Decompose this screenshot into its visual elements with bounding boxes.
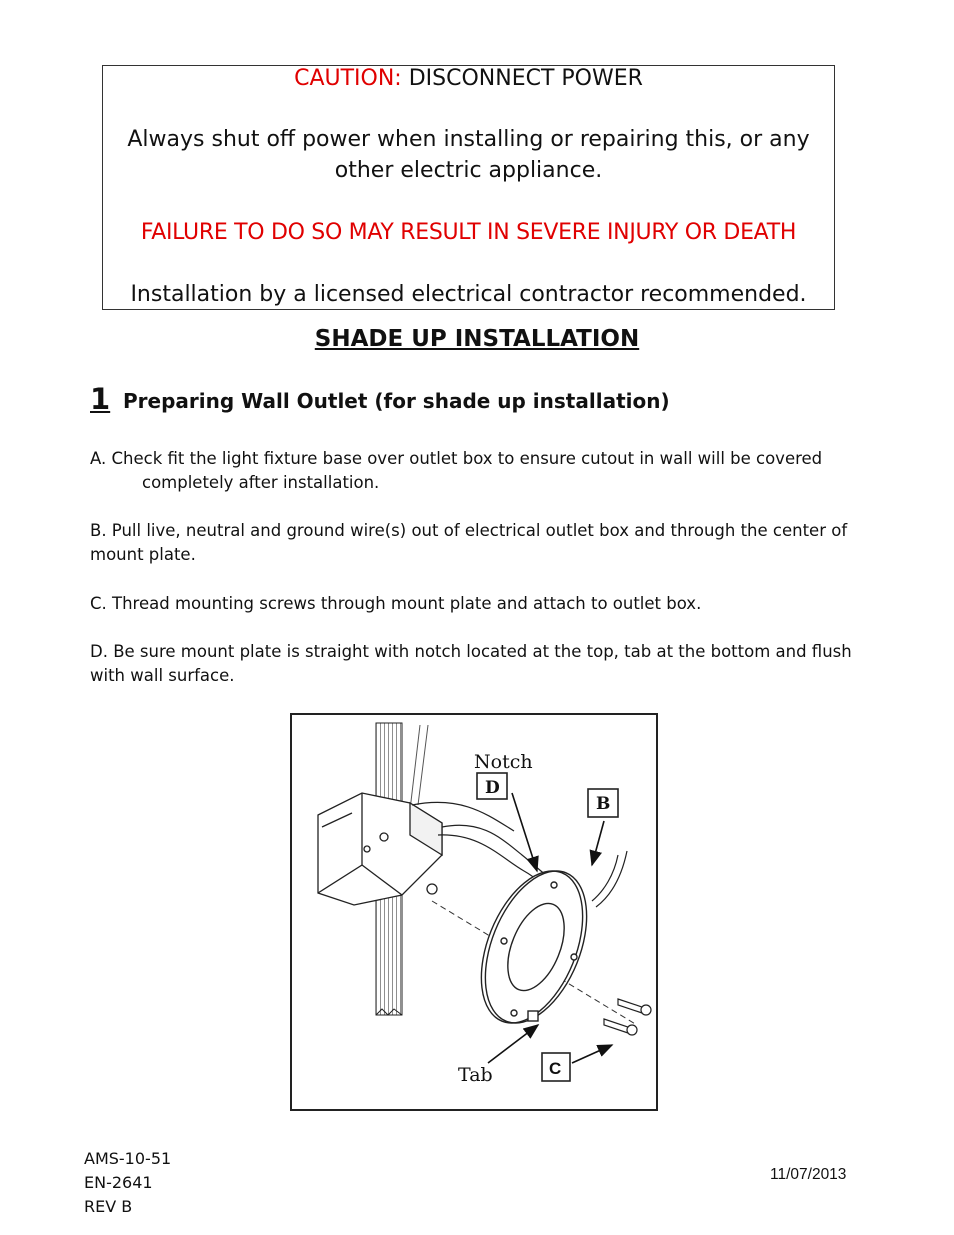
instruction-a-line2: completely after installation. <box>142 473 380 492</box>
caution-warning: FAILURE TO DO SO MAY RESULT IN SEVERE INJURY OR DEATH <box>140 220 797 245</box>
document-number: EN-2641 <box>84 1173 153 1192</box>
mounting-screws <box>604 999 651 1035</box>
caution-box <box>102 65 835 310</box>
instruction-b: B. Pull live, neutral and ground wire(s) out of electrical outlet box and through the center of mount plate. <box>90 521 848 564</box>
notch-arrow <box>512 793 537 871</box>
callout-b-label: B <box>596 794 611 814</box>
caution-body: Always shut off power when installing or repairing this, or any other electric appliance. <box>127 127 810 183</box>
mount-plate <box>461 856 607 1037</box>
caution-recommendation: Installation by a licensed electrical contractor recommended. <box>130 282 807 307</box>
step-title: Preparing Wall Outlet (for shade up installation) <box>123 389 670 413</box>
installation-diagram-drawing <box>292 715 656 1109</box>
tab-label: Tab <box>458 1064 493 1086</box>
instruction-a-line1: A. Check fit the light fixture base over outlet box to ensure cutout in wall will be covered <box>90 449 823 468</box>
caution-heading <box>103 63 834 94</box>
notch-label: Notch <box>474 751 533 773</box>
instruction-a <box>90 447 865 495</box>
outlet-box <box>318 793 442 905</box>
callout-c-label: C <box>549 1059 562 1078</box>
tab-arrow <box>488 1025 538 1063</box>
b-arrow <box>592 821 604 865</box>
instruction-d: D. Be sure mount plate is straight with notch located at the top, tab at the bottom and flush with wall surface. <box>90 642 852 685</box>
step-number: 1 <box>90 382 111 416</box>
model-number: AMS-10-51 <box>84 1149 172 1168</box>
revision: REV B <box>84 1197 133 1216</box>
caution-heading-text: DISCONNECT POWER <box>401 66 643 91</box>
instruction-c: C. Thread mounting screws through mount plate and attach to outlet box. <box>90 594 702 613</box>
c-arrow <box>572 1045 612 1063</box>
callout-d-label: D <box>485 778 500 798</box>
page-title: SHADE UP INSTALLATION <box>314 326 640 352</box>
document-date: 11/07/2013 <box>770 1166 847 1183</box>
installation-diagram <box>290 713 658 1111</box>
caution-label: CAUTION: <box>294 66 402 91</box>
footer-info <box>84 1147 171 1219</box>
